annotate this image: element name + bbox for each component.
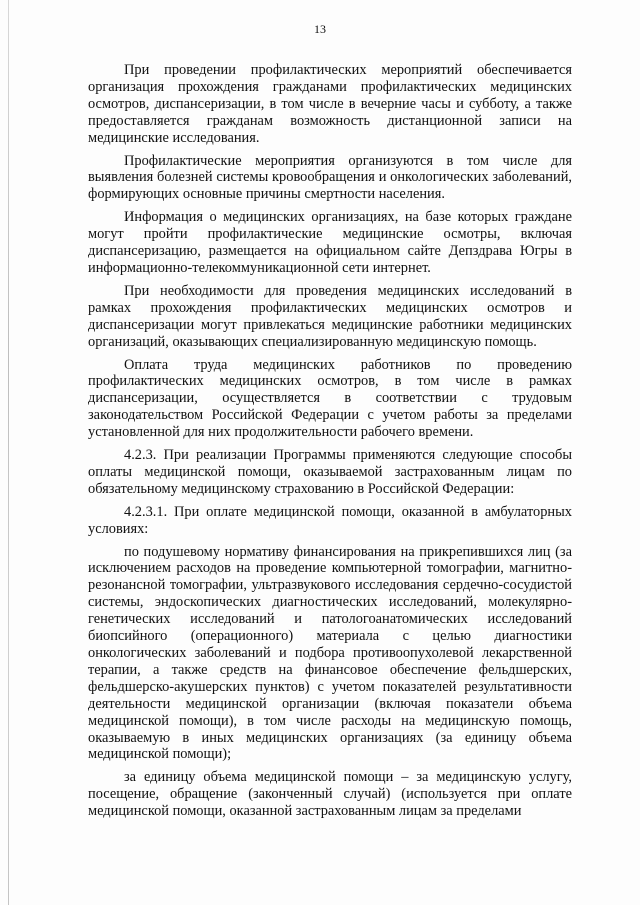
paragraph-4-2-3-1: 4.2.3.1. При оплате медицинской помощи, оказанной в амбулаторных условиях: bbox=[88, 503, 572, 537]
page-number: 13 bbox=[314, 22, 326, 36]
scan-edge-line bbox=[8, 0, 9, 905]
paragraph-involvement-of-workers: При необходимости для проведения медицинских исследований в рамках прохождения профилактических медицинских осмотров и диспансеризации могут привлекаться медицинские работники медицинских организаций, оказывающих специализированную медицинскую помощь. bbox=[88, 282, 572, 350]
paragraph-medical-organizations-info: Информация о медицинских организациях, на базе которых граждане могут пройти профилактические медицинские осмотры, включая диспансеризацию, размещается на официальном сайте Депздрава Югры в информационно-телекоммуникационной сети интернет. bbox=[88, 209, 572, 276]
paragraph-cardiovascular-oncology: Профилактические мероприятия организуются в том числе для выявления болезней системы кровообращения и онкологических заболеваний, формирующих основные причины смертности населения. bbox=[88, 152, 572, 203]
paragraph-preventive-measures: При проведении профилактических мероприятий обеспечивается организация прохождения гражданами профилактических медицинских осмотров, диспансеризации, в том числе в вечерние часы и субботу, а также предоставляется гражданам возможность дистанционной записи на медицинские исследования. bbox=[88, 62, 572, 146]
paragraph-4-2-3: 4.2.3. При реализации Программы применяются следующие способы оплаты медицинской помощи, оказываемой застрахованным лицам по обязательному медицинскому страхованию в Российской Федерации: bbox=[88, 447, 572, 497]
paragraph-per-capita-standard: по подушевому нормативу финансирования на прикрепившихся лиц (за исключением расходов на проведение компьютерной томографии, магнитно-резонансной томографии, ультразвукового исследования сердечно-сосудистой системы, эндоскопических диагностических исследований, молекулярно-генетических исследований и патологоанатомических исследований биопсийного (операционного) материала с целью диагностики онкологических заболеваний и подбора противоопухолевой лекарственной терапии, а также средств на финансовое обеспечение фельдшерских, фельдшерско-акушерских пунктов) с учетом показателей результативности деятельности медицинской организации (включая показатели объема медицинской помощи), в том числе расходы на медицинскую помощь, оказываемую в иных медицинских организациях (за единицу объема медицинской помощи); bbox=[88, 543, 572, 763]
document-body bbox=[88, 62, 572, 820]
paragraph-per-unit-volume: за единицу объема медицинской помощи – за медицинскую услугу, посещение, обращение (законченный случай) (используется при оплате медицинской помощи, оказанной застрахованным лицам за пределами bbox=[88, 769, 572, 820]
paragraph-labor-payment: Оплата труда медицинских работников по проведению профилактических медицинских осмотров, в том числе в рамках диспансеризации, осуществляется в соответствии с трудовым законодательством Российской Федерации с учетом работы за пределами установленной для них продолжительности рабочего времени. bbox=[88, 356, 572, 441]
